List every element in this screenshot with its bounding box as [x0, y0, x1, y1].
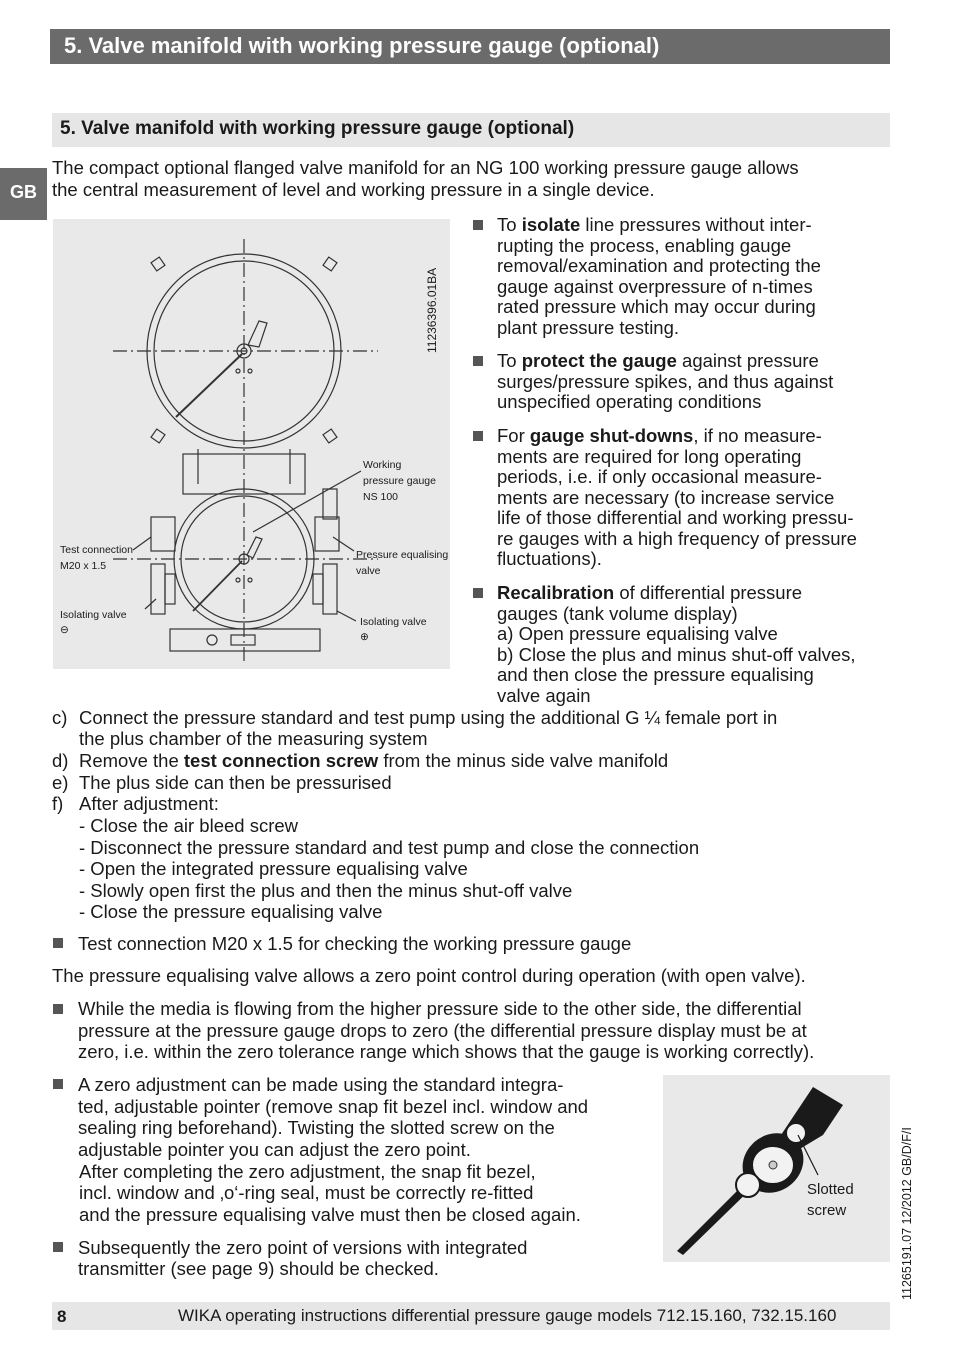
bullet-icon: [53, 1242, 63, 1252]
bullet-icon: [53, 938, 63, 948]
step-d-text: Remove the test connection screw from the minus side valve manifold: [79, 750, 669, 771]
bullet-icon: [473, 220, 483, 230]
step-f-label: f): [52, 793, 64, 814]
step-c-line-1: Connect the pressure standard and test pump using the additional G ¼ female port in: [79, 707, 778, 728]
step-c-label: c): [52, 707, 68, 728]
caption-pressure-equalising-2: valve: [356, 565, 381, 577]
step-e-label: e): [52, 772, 69, 793]
step-f-item: - Open the integrated pressure equalising valve: [79, 858, 468, 879]
caption-isolating-valve-left: Isolating valve: [60, 609, 127, 621]
bullet-icon: [53, 1079, 63, 1089]
page-number: 8: [57, 1307, 67, 1326]
bullet-recalibration: Recalibration of differential pressure gauges (tank volume display) a) Open pressure equalising valve b) Close the plus and minus shut-off valves, and then close the pressure equalising valve again: [497, 582, 856, 706]
pressure-equalising-paragraph: The pressure equalising valve allows a zero point control during operation (with open valve).: [52, 965, 806, 986]
chapter-title: 5. Valve manifold with working pressure gauge (optional): [64, 33, 660, 58]
pointer-figure: [663, 1075, 890, 1262]
bullet-icon: [53, 1004, 63, 1014]
step-f-item: - Close the air bleed screw: [79, 815, 299, 836]
intro-line-2: the central measurement of level and working pressure in a single device.: [52, 179, 655, 200]
bullet-icon: [473, 431, 483, 441]
caption-test-connection-2: M20 x 1.5: [60, 560, 107, 572]
caption-test-connection-1: Test connection: [60, 544, 133, 556]
zero-bullet-line: After completing the zero adjustment, the snap fit bezel,: [79, 1161, 536, 1182]
caption-pressure-equalising-1: Pressure equalising: [356, 549, 449, 561]
minus-symbol: ⊖: [60, 624, 69, 636]
transmitter-bullet-line-2: transmitter (see page 9) should be checked.: [78, 1258, 439, 1279]
caption-isolating-valve-right: Isolating valve: [360, 616, 427, 628]
section-title: 5. Valve manifold with working pressure gauge (optional): [60, 118, 575, 139]
drawing-number: 11236396.01BA: [425, 267, 439, 353]
caption-slotted-2: screw: [807, 1202, 847, 1219]
media-bullet-line-3: zero, i.e. within the zero tolerance range which shows that the gauge is working correctly).: [78, 1041, 815, 1062]
step-f-item: - Close the pressure equalising valve: [79, 901, 383, 922]
zero-bullet-line: and the pressure equalising valve must then be closed again.: [79, 1204, 581, 1225]
caption-working-gauge-3: NS 100: [363, 491, 399, 503]
bullet-icon: [473, 356, 483, 366]
caption-working-gauge-1: Working: [363, 459, 402, 471]
zero-bullet-line: A zero adjustment can be made using the standard integra-: [78, 1074, 564, 1095]
footer-text: WIKA operating instructions differential pressure gauge models 712.15.160, 732.15.160: [178, 1306, 837, 1325]
caption-working-gauge-2: pressure gauge: [363, 475, 436, 487]
zero-bullet-line: incl. window and ‚o‘-ring seal, must be correctly re-fitted: [79, 1182, 534, 1203]
caption-slotted-1: Slotted: [807, 1181, 854, 1198]
valve-manifold-drawing: [53, 219, 450, 669]
bullet-shutdowns: For gauge shut-downs, if no measure- ments are required for long operating periods, i.e. if only occasional measure- ments are necessary (to increase service life of those differential and working pressu- re gauges with a high frequency of pressure fluctuations).: [497, 425, 857, 569]
step-f-text: After adjustment:: [79, 793, 219, 814]
intro-line-1: The compact optional flanged valve manifold for an NG 100 working pressure gauge allows: [52, 157, 799, 178]
step-e-text: The plus side can then be pressurised: [79, 772, 392, 793]
step-f-item: - Slowly open first the plus and then the minus shut-off valve: [79, 880, 573, 901]
bullet-icon: [473, 588, 483, 598]
step-d-label: d): [52, 750, 69, 771]
media-bullet-line-1: While the media is flowing from the higher pressure side to the other side, the differential: [78, 998, 802, 1019]
plus-symbol: ⊕: [360, 631, 369, 643]
test-connection-bullet: Test connection M20 x 1.5 for checking the working pressure gauge: [78, 933, 632, 954]
language-tab-label: GB: [10, 182, 37, 202]
zero-bullet-line: sealing ring beforehand). Twisting the slotted screw on the: [78, 1117, 555, 1138]
valve-manifold-figure: [53, 219, 450, 669]
document-code: 1126519​1.07 12/2012 GB/D/F/I: [900, 1127, 914, 1300]
zero-bullet-line: adjustable pointer you can adjust the zero point.: [78, 1139, 471, 1160]
step-f-item: - Disconnect the pressure standard and test pump and close the connection: [79, 837, 700, 858]
transmitter-bullet-line-1: Subsequently the zero point of versions with integrated: [78, 1237, 528, 1258]
media-bullet-line-2: pressure at the pressure gauge drops to zero (the differential pressure display must be at: [78, 1020, 807, 1041]
step-c-line-2: the plus chamber of the measuring system: [79, 728, 428, 749]
pointer-drawing: [663, 1075, 890, 1262]
bullet-isolate: To isolate line pressures without inter- rupting the process, enabling gauge removal/examination and protecting the gauge against overpressure of n-times rated pressure which may occur during plant pressure testing.: [497, 214, 821, 338]
bullet-protect: To protect the gauge against pressure surges/pressure spikes, and thus against unspecified operating conditions: [497, 350, 834, 412]
zero-bullet-line: ted, adjustable pointer (remove snap fit bezel incl. window and: [78, 1096, 589, 1117]
